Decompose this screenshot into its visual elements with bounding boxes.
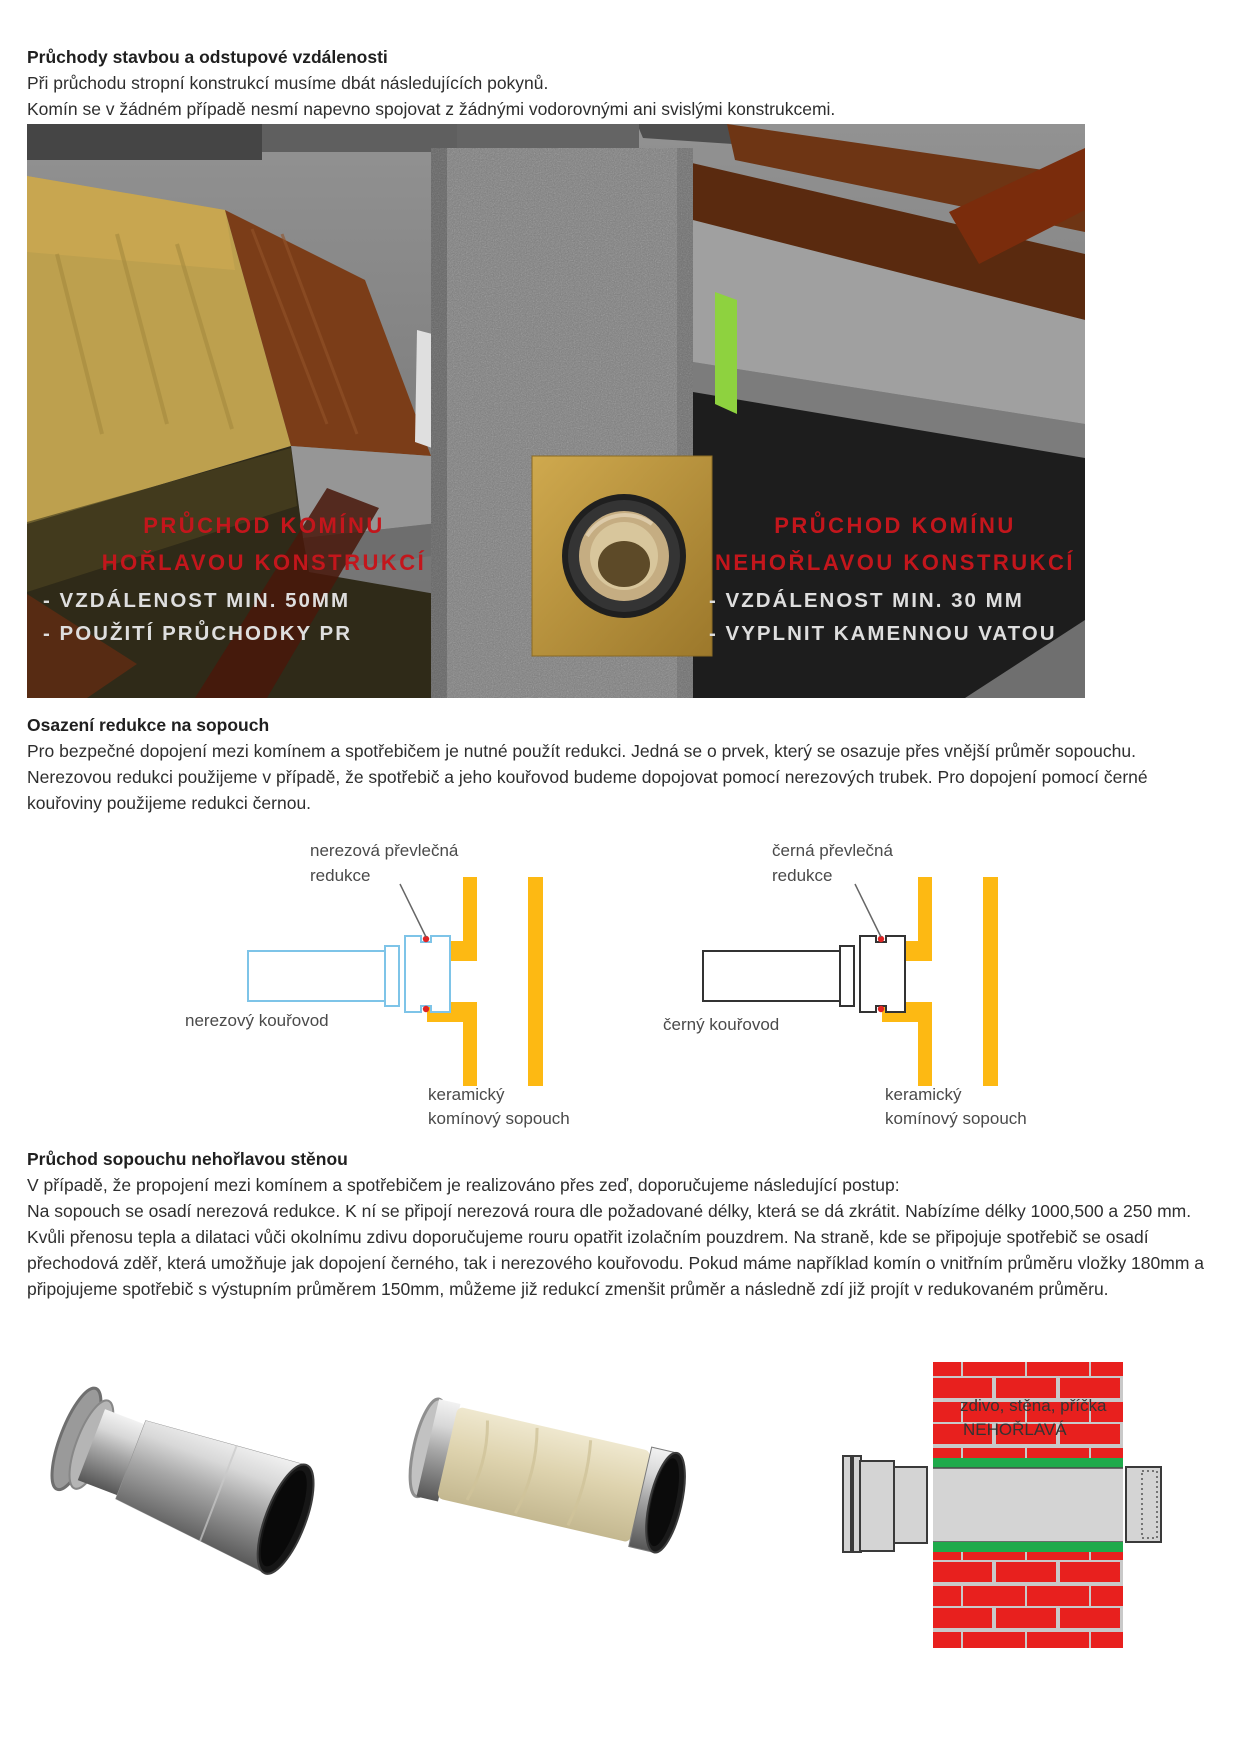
hero-left-rule1: - VZDÁLENOST MIN. 50MM [43,589,351,612]
hero-left-title-line2: HOŘLAVOU KONSTRUKCÍ [101,550,427,575]
ceramic-label-right-2: komínový sopouch [885,1109,1027,1128]
page-content [0,44,1240,1654]
stainless-reduction-piece [405,936,450,1012]
stainless-reduction-label-1: nerezová převlečná [310,841,459,860]
wall-label-line2: NEHOŘLAVÁ [963,1420,1067,1439]
hero-left-title-line1: PRŮCHOD KOMÍNU [143,513,385,538]
leader-line [400,884,426,937]
section1-line2: Komín se v žádném případě nesmí napevno spojovat z žádnými vodorovnými ani svislými konstrukcemi. [27,99,836,119]
chimney-passage-render [27,124,1085,698]
stainless-pipe-label: nerezový kouřovod [185,1011,329,1030]
flue-outlet [532,456,712,656]
reduction-diagrams-svg [27,834,1213,1134]
insulated-pipe [403,1395,693,1556]
stainless-flue-pipe [248,951,388,1001]
ceramic-label-right-1: keramický [885,1085,962,1104]
green-gasket-strip [715,292,737,414]
transition-socket [843,1456,927,1552]
gasket-top [933,1458,1123,1468]
hero-right-rule2: - VYPLNIT KAMENNOU VATOU [709,622,1057,645]
gasket-bottom [933,1542,1123,1552]
section2-heading: Osazení redukce na sopouch [27,715,270,735]
section3-heading: Průchod sopouchu nehořlavou stěnou [27,1149,348,1169]
black-reduction-label-2: redukce [772,866,833,885]
bottom-figures [27,1354,1213,1654]
ceramic-label-left-1: keramický [428,1085,505,1104]
hero-left-rule2: - POUŽITÍ PRŮCHODKY PR [43,622,352,645]
black-reduction-label-1: černá převlečná [772,841,893,860]
reduction-pipe [41,1379,325,1580]
section2-paragraph: Pro bezpečné dopojení mezi komínem a spotřebičem je nutné použít redukci. Jedná se o prvek, který se osazuje přes vnější průměr sopouchu. Nerezovou redukci použijeme v případě, že spotřebič a jeho kouřovod budeme dopojovat pomocí nerezových trubek. Pro dopojení pomocí černé kouřoviny použijeme redukci černou. [27,741,1148,813]
stainless-reduction-label-2: redukce [310,866,371,885]
reduction-end [1126,1467,1161,1542]
wall-label-line1: zdivo, stěna, příčka [960,1396,1107,1415]
brick-wall-bottom [933,1552,1123,1648]
section3-paragraph: Na sopouch se osadí nerezová redukce. K ní se připojí nerezová roura dle požadované délky, která se dá zkrátit. Nabízíme délky 1000,500 a 250 mm. Kvůli přenosu tepla a dilataci vůči okolnímu zdivu doporučujeme rouru opatřit izolačním pouzdrem. Na straně, kde se připojuje spotřebič se osadí přechodová zděř, která umožňuje jak dopojení černého, tak i nerezového kouřovodu. Pokud máme například komín o vnitřním průměru vložky 180mm a připojujeme spotřebič s výstupním průměrem 150mm, můžeme již redukcí zmenšit průměr a následně zdí již projít v redukovaném průměru. [27,1201,1205,1299]
stainless-reduction-diagram [185,841,570,1128]
clamp-mark [878,1006,884,1012]
chimney-passage-image [27,124,1085,698]
black-flue-pipe [703,951,843,1001]
section1-heading: Průchody stavbou a odstupové vzdálenosti [27,47,388,67]
hero-right-title-line1: PRŮCHOD KOMÍNU [774,513,1016,538]
section1-line1: Při průchodu stropní konstrukcí musíme dbát následujících pokynů. [27,73,549,93]
black-reduction-piece [860,936,905,1012]
hero-right-rule1: - VZDÁLENOST MIN. 30 MM [709,589,1024,612]
stainless-reduction-photo [27,1354,372,1654]
ceramic-label-left-2: komínový sopouch [428,1109,570,1128]
insulated-pipe-photo [390,1354,720,1654]
hero-right-title-line2: NEHOŘLAVOU KONSTRUKCÍ [714,550,1076,575]
black-reduction-diagram [663,841,1027,1128]
section3-line1: V případě, že propojení mezi komínem a spotřebičem je realizováno přes zeď, doporučujeme následující postup: [27,1175,900,1195]
black-pipe-label: černý kouřovod [663,1015,780,1034]
wall-pipe [933,1468,1123,1542]
wall-passage-diagram [738,1354,1213,1654]
reduction-diagrams [27,834,1213,1134]
ceramic-liner-left [528,877,543,1086]
clamp-mark [423,1006,429,1012]
ceramic-liner-right [983,877,998,1086]
leader-line [855,884,881,937]
